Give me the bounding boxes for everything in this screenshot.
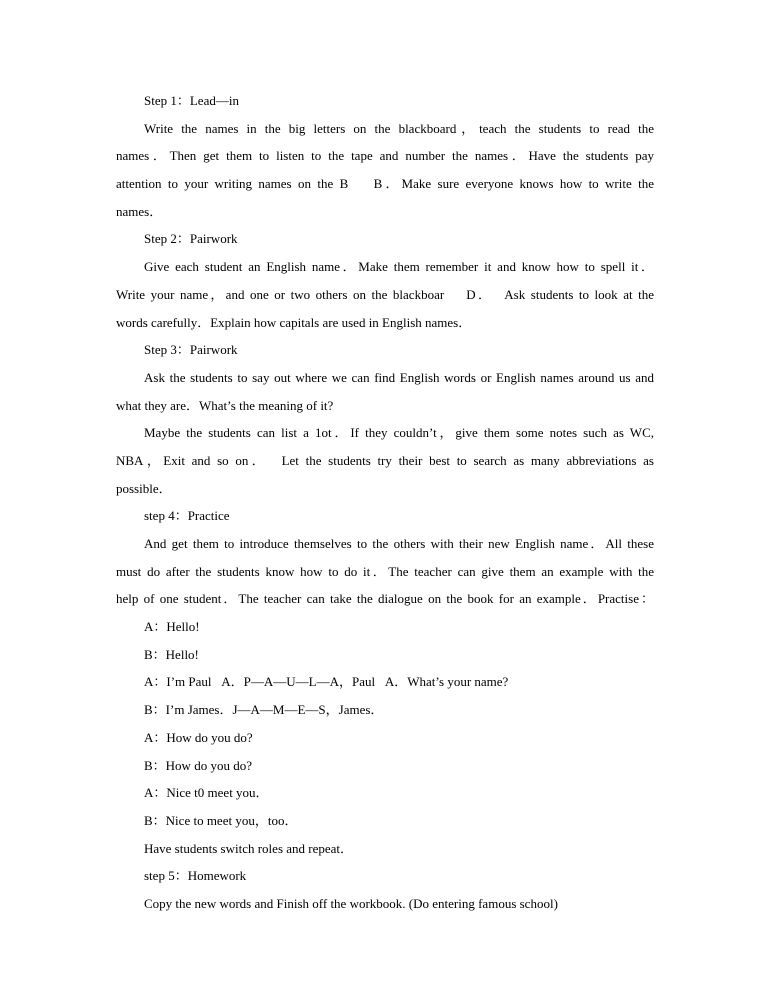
text-line: Write the names in the big letters on the blackboard，teach the students to read the xyxy=(144,120,654,136)
text-line: step 4：Practice xyxy=(144,508,230,524)
text-line: names．Then get them to listen to the tape and number the names．Have the students pay xyxy=(116,148,654,164)
text-line: A：Hello! xyxy=(144,619,200,635)
text-line: what they are．What’s the meaning of it? xyxy=(116,397,334,413)
text-line: A：Nice t0 meet you． xyxy=(144,785,269,801)
text-line: NBA，Exit and so on． Let the students try their best to search as many abbreviations as xyxy=(116,452,654,468)
document-body xyxy=(116,87,654,918)
text-line: help of one student．The teacher can take the dialogue on the book for an example．Practise： xyxy=(116,591,654,607)
text-line: Step 1：Lead—in xyxy=(144,93,239,108)
text-line: Maybe the students can list a 1ot．If they couldn’t，give them some notes such as WC, xyxy=(144,425,654,441)
text-line: B：I’m James．J—A—M—E—S，James． xyxy=(144,702,384,718)
text-line: A：How do you do? xyxy=(144,729,253,745)
text-line: A：I’m Paul A．P—A—U—L—A，Paul A．What’s your name? xyxy=(144,674,509,690)
text-line: words carefully．Explain how capitals are used in English names． xyxy=(116,314,472,330)
text-line: Give each student an English name．Make them remember it and know how to spell it． xyxy=(144,259,654,275)
text-line: Ask the students to say out where we can find English words or English names around us and xyxy=(144,369,654,385)
text-line: B：Nice to meet you，too． xyxy=(144,812,298,828)
text-line: step 5：Homework xyxy=(144,868,247,884)
text-line: attention to your writing names on the B B．Make sure everyone knows how to write the xyxy=(116,176,654,192)
text-line: Step 2：Pairwork xyxy=(144,231,238,247)
text-line: Have students switch roles and repeat． xyxy=(144,840,354,856)
text-line: B：How do you do? xyxy=(144,757,252,773)
text-line: Step 3：Pairwork xyxy=(144,342,238,358)
text-line: B：Hello! xyxy=(144,646,199,662)
text-line: names． xyxy=(116,203,163,219)
text-line: And get them to introduce themselves to the others with their new English name．All these xyxy=(144,536,654,551)
text-line: possible． xyxy=(116,480,172,496)
text-line: Write your name，and one or two others on the blackboar D． Ask students to look at the xyxy=(116,286,654,302)
text-line: must do after the students know how to do it．The teacher can give them an example with the xyxy=(116,563,654,579)
text-line: Copy the new words and Finish off the workbook. (Do entering famous school) xyxy=(144,895,558,911)
